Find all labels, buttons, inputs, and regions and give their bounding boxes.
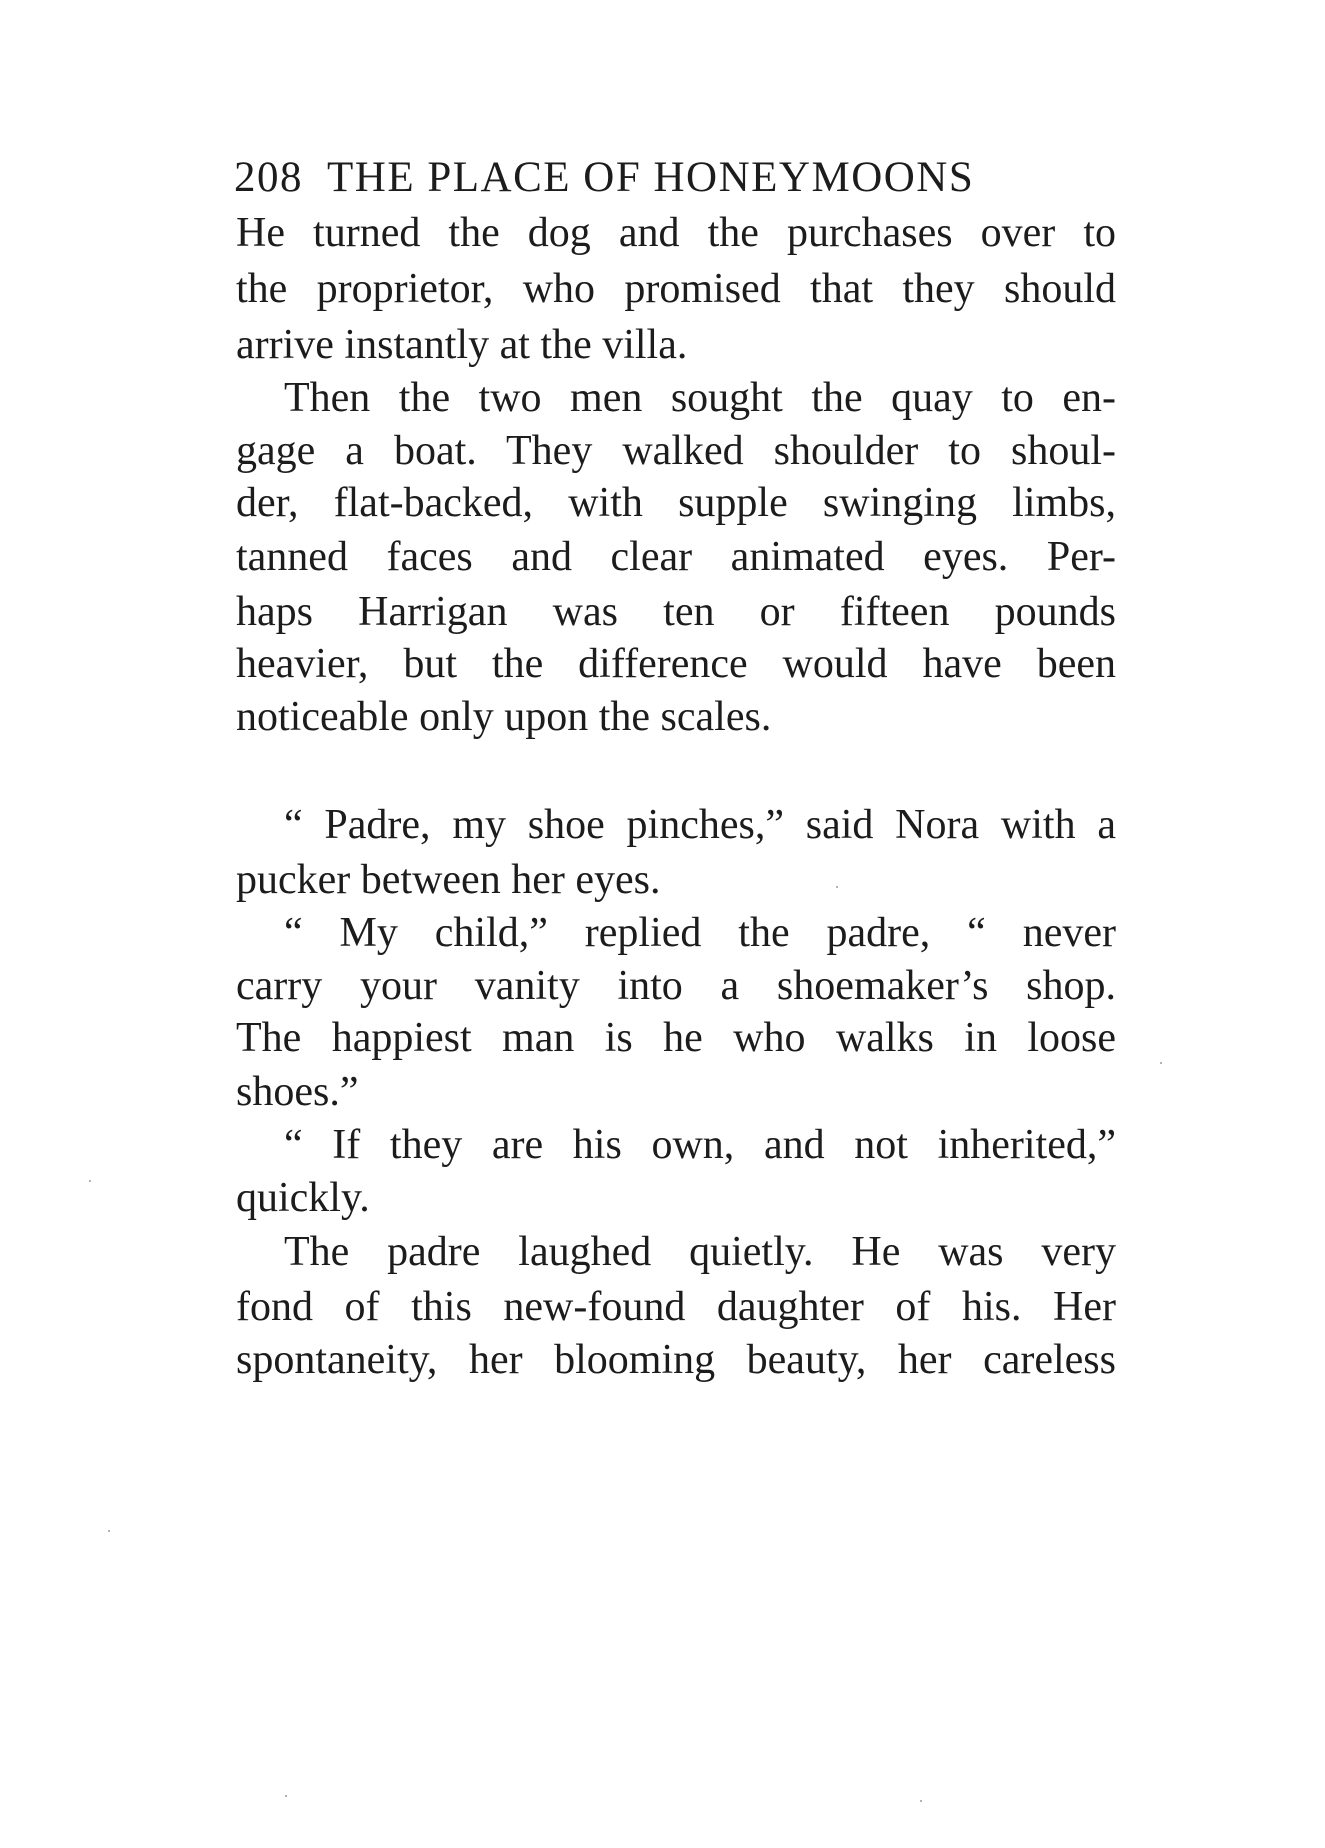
text-line: “ My child,” replied the padre, “ never [284,910,1116,956]
text-line: “ If they are his own, and not inherited,” [284,1122,1116,1168]
paper-speck [1160,1062,1162,1064]
text-line: shoes.” [236,1069,359,1115]
text-line: The happiest man is he who walks in loose [236,1015,1116,1061]
text-line: haps Harrigan was ten or fifteen pounds [236,589,1116,635]
running-head-title: THE PLACE OF HONEYMOONS [327,154,975,201]
text-line: “ Padre, my shoe pinches,” said Nora with a [284,802,1116,848]
text-line: arrive instantly at the villa. [236,322,688,368]
text-line: Then the two men sought the quay to en- [284,375,1116,421]
paper-speck [89,1180,91,1182]
text-line: fond of this new-found daughter of his. Her [236,1284,1116,1330]
text-line: carry your vanity into a shoemaker’s shop. [236,963,1116,1009]
paper-speck [836,886,838,888]
text-line: the proprietor, who promised that they should [236,266,1116,312]
running-head [234,148,1116,208]
text-line: quickly. [236,1175,370,1221]
text-line: pucker between her eyes. [236,857,661,903]
text-line: spontaneity, her blooming beauty, her careless [236,1337,1116,1383]
text-line: gage a boat. They walked shoulder to shoul- [236,428,1116,474]
text-line: heavier, but the difference would have been [236,641,1116,687]
paper-speck [108,1530,110,1532]
page-number: 208 [234,154,303,201]
text-line: He turned the dog and the purchases over to [236,210,1116,256]
text-line: tanned faces and clear animated eyes. Per- [236,534,1116,580]
text-line: noticeable only upon the scales. [236,694,772,740]
text-line: der, flat-backed, with supple swinging limbs, [236,480,1116,526]
paper-speck [920,1800,922,1802]
text-line: The padre laughed quietly. He was very [284,1229,1116,1275]
paper-speck [285,1795,287,1797]
